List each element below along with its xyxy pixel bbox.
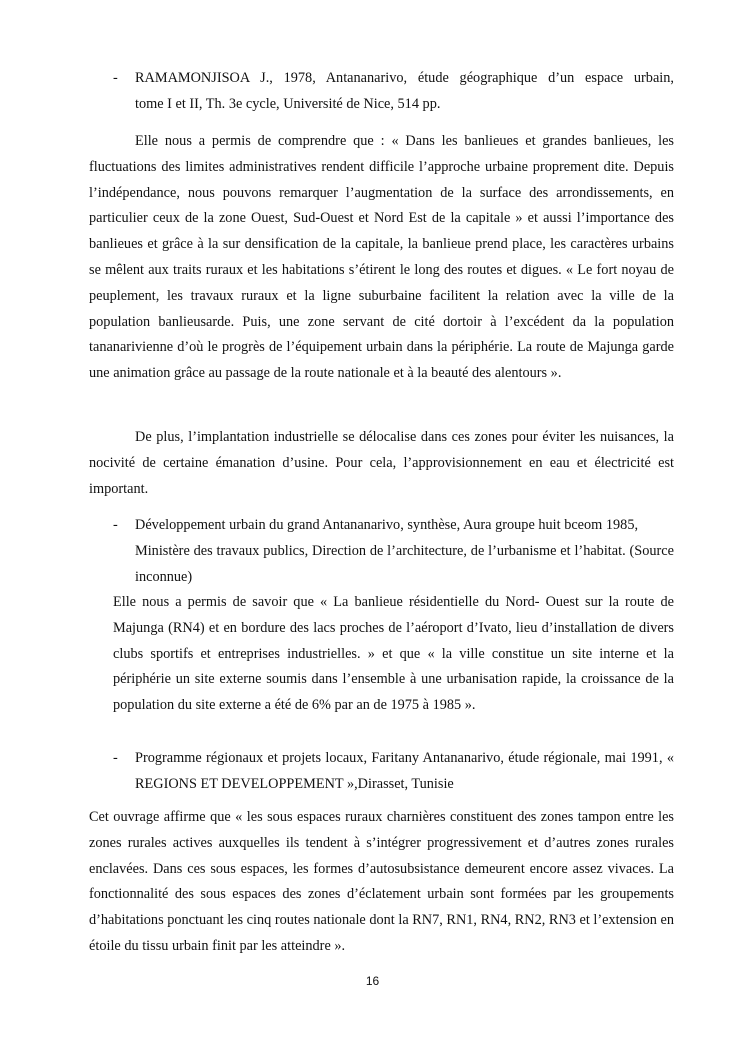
paragraph-1: Elle nous a permis de comprendre que : « Dans les banlieues et grandes banlieues, les fluctuations des limites administratives rendent difficile l’approche urbaine proprement dite. Depuis l’indépendance, nous pouvons remarquer l’augmentation de la surface des arrondissements, en particulier ceux de la zone Ouest, Sud-Ouest et Nord Est de la capitale » et aussi l’importance des banlieues et grâce à la sur densification de la capitale, la banlieue prend place, les caractères urbains se mêlent aux traits ruraux et les habitations s’étirent le long des routes et digues. « Le fort noyau de peuplement, les travaux ruraux et la ligne suburbaine facilitent la relation avec la ville de la population banlieusarde. Puis, une zone servant de cité dortoir à l’excédent da la population tananarivienne d’où le progrès de l’équipement urbain dans la périphérie. La route de Majunga garde une animation grâce au passage de la route nationale et à la beauté des alentours ». (89, 133, 674, 382)
paragraph-2: De plus, l’implantation industrielle se délocalise dans ces zones pour éviter les nuisances, la nocivité de certaine émanation d’usine. Pour cela, l’approvisionnement en eau et électricité est important. (89, 429, 674, 497)
page-number: 16 (365, 974, 380, 988)
bullet-dash: - (113, 70, 118, 86)
paragraph-4: Cet ouvrage affirme que « les sous espaces ruraux charnières constituent des zones tampon entre les zones rurales actives auxquelles ils tendent à s’intégrer progressivement et d’autres zones rurales enclavées. Dans ces sous espaces, les formes d’autosubsistance demeurent encore assez vivaces. La fonctionnalité des sous espaces des zones d’éclatement urbain sont formées par les groupements d’habitations ponctuant les cinq routes nationale dont la RN7, RN1, RN4, RN2, RN3 et l’extension en étoile du tissu urbain finit par les atteindre ». (89, 809, 674, 954)
paragraph-3: Elle nous a permis de savoir que « La banlieue résidentielle du Nord- Ouest sur la route de Majunga (RN4) et en bordure des lacs proches de l’aéroport d’Ivato, lieu d’installation de divers clubs sportifs et entreprises industrielles. » et que « la ville constitue un site interne et la périphérie un site externe soumis dans l’ensemble à une urbanisation rapide, la croissance de la population du site externe a été de 6% par an de 1975 à 1985 ». (113, 594, 674, 714)
reference-2-line-1: Développement urbain du grand Antananarivo, synthèse, Aura groupe huit bceom 1985, (135, 517, 639, 533)
reference-1-line-1: RAMAMONJISOA J., 1978, Antananarivo, étude géographique d’un espace urbain, (135, 70, 674, 86)
reference-1-line-2: tome I et II, Th. 3e cycle, Université de Nice, 514 pp. (135, 96, 441, 112)
bullet-dash: - (113, 750, 118, 766)
bullet-dash: - (113, 517, 118, 533)
reference-3-text: Programme régionaux et projets locaux, Faritany Antananarivo, étude régionale, mai 1991, « REGIONS ET DEVELOPPEMENT »,Dirasset, Tunisie (135, 750, 674, 792)
reference-2-rest: Ministère des travaux publics, Direction de l’architecture, de l’urbanisme et l’habitat. (Source inconnue) (135, 543, 674, 585)
